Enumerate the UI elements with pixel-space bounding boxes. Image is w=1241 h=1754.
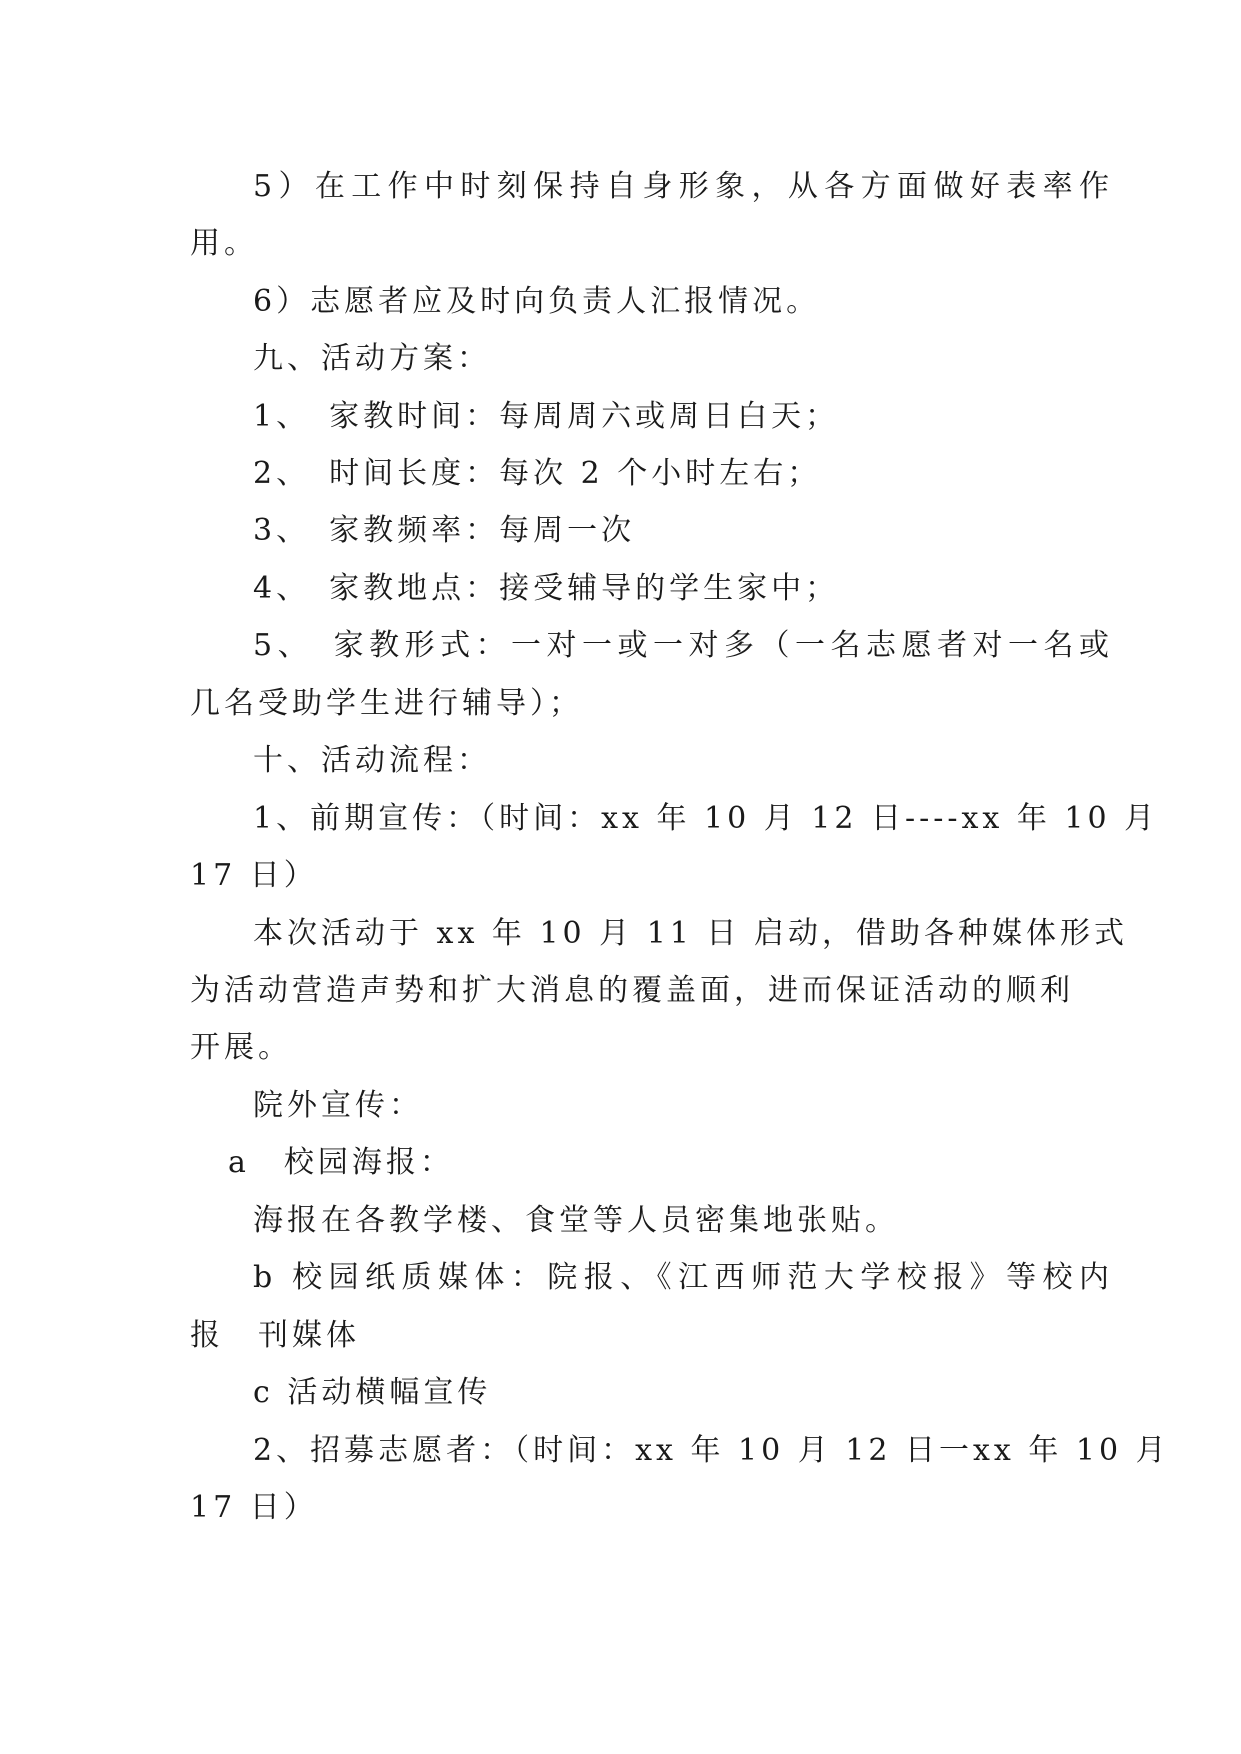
- paragraph-line: 报 刊媒体: [190, 1318, 360, 1353]
- list-item: 2、招募志愿者：（时间：xx 年 10 月 12 日一xx 年 10 月: [253, 1433, 1170, 1468]
- paragraph-line: 17 日）: [190, 858, 318, 893]
- paragraph-line: 几名受助学生进行辅导）；: [190, 686, 583, 721]
- paragraph-line: 17 日）: [190, 1490, 318, 1525]
- list-item: 5、 家教形式：一对一或一对多（一名志愿者对一名或: [253, 628, 1113, 663]
- list-item: c 活动横幅宣传: [253, 1375, 492, 1410]
- section-heading: 十、活动流程：: [253, 743, 491, 778]
- paragraph-line: 本次活动于 xx 年 10 月 11 日 启动，借助各种媒体形式: [253, 916, 1128, 951]
- paragraph-line: 为活动营造声势和扩大消息的覆盖面，进而保证活动的顺利: [190, 973, 1074, 1008]
- list-item: 3、 家教频率：每周一次: [253, 513, 636, 548]
- list-item: 1、 家教时间：每周周六或周日白天；: [253, 399, 840, 434]
- paragraph-line: 海报在各教学楼、食堂等人员密集地张贴。: [253, 1203, 899, 1238]
- list-item: a 校园海报：: [228, 1145, 454, 1180]
- paragraph-line: 院外宣传：: [253, 1088, 423, 1123]
- list-item: 4、 家教地点：接受辅导的学生家中；: [253, 571, 840, 606]
- section-heading: 九、活动方案：: [253, 341, 491, 376]
- paragraph-line: 5）在工作中时刻保持自身形象，从各方面做好表率作: [253, 169, 1113, 204]
- list-item: 2、 时间长度：每次 2 个小时左右；: [253, 456, 822, 491]
- paragraph-line: 用。: [190, 226, 258, 261]
- paragraph-line: 6）志愿者应及时向负责人汇报情况。: [253, 284, 821, 319]
- paragraph-line: 开展。: [190, 1030, 292, 1065]
- list-item: 1、前期宣传：（时间：xx 年 10 月 12 日----xx 年 10 月: [253, 801, 1159, 836]
- list-item: b 校园纸质媒体：院报、《江西师范大学校报》等校内: [253, 1260, 1113, 1295]
